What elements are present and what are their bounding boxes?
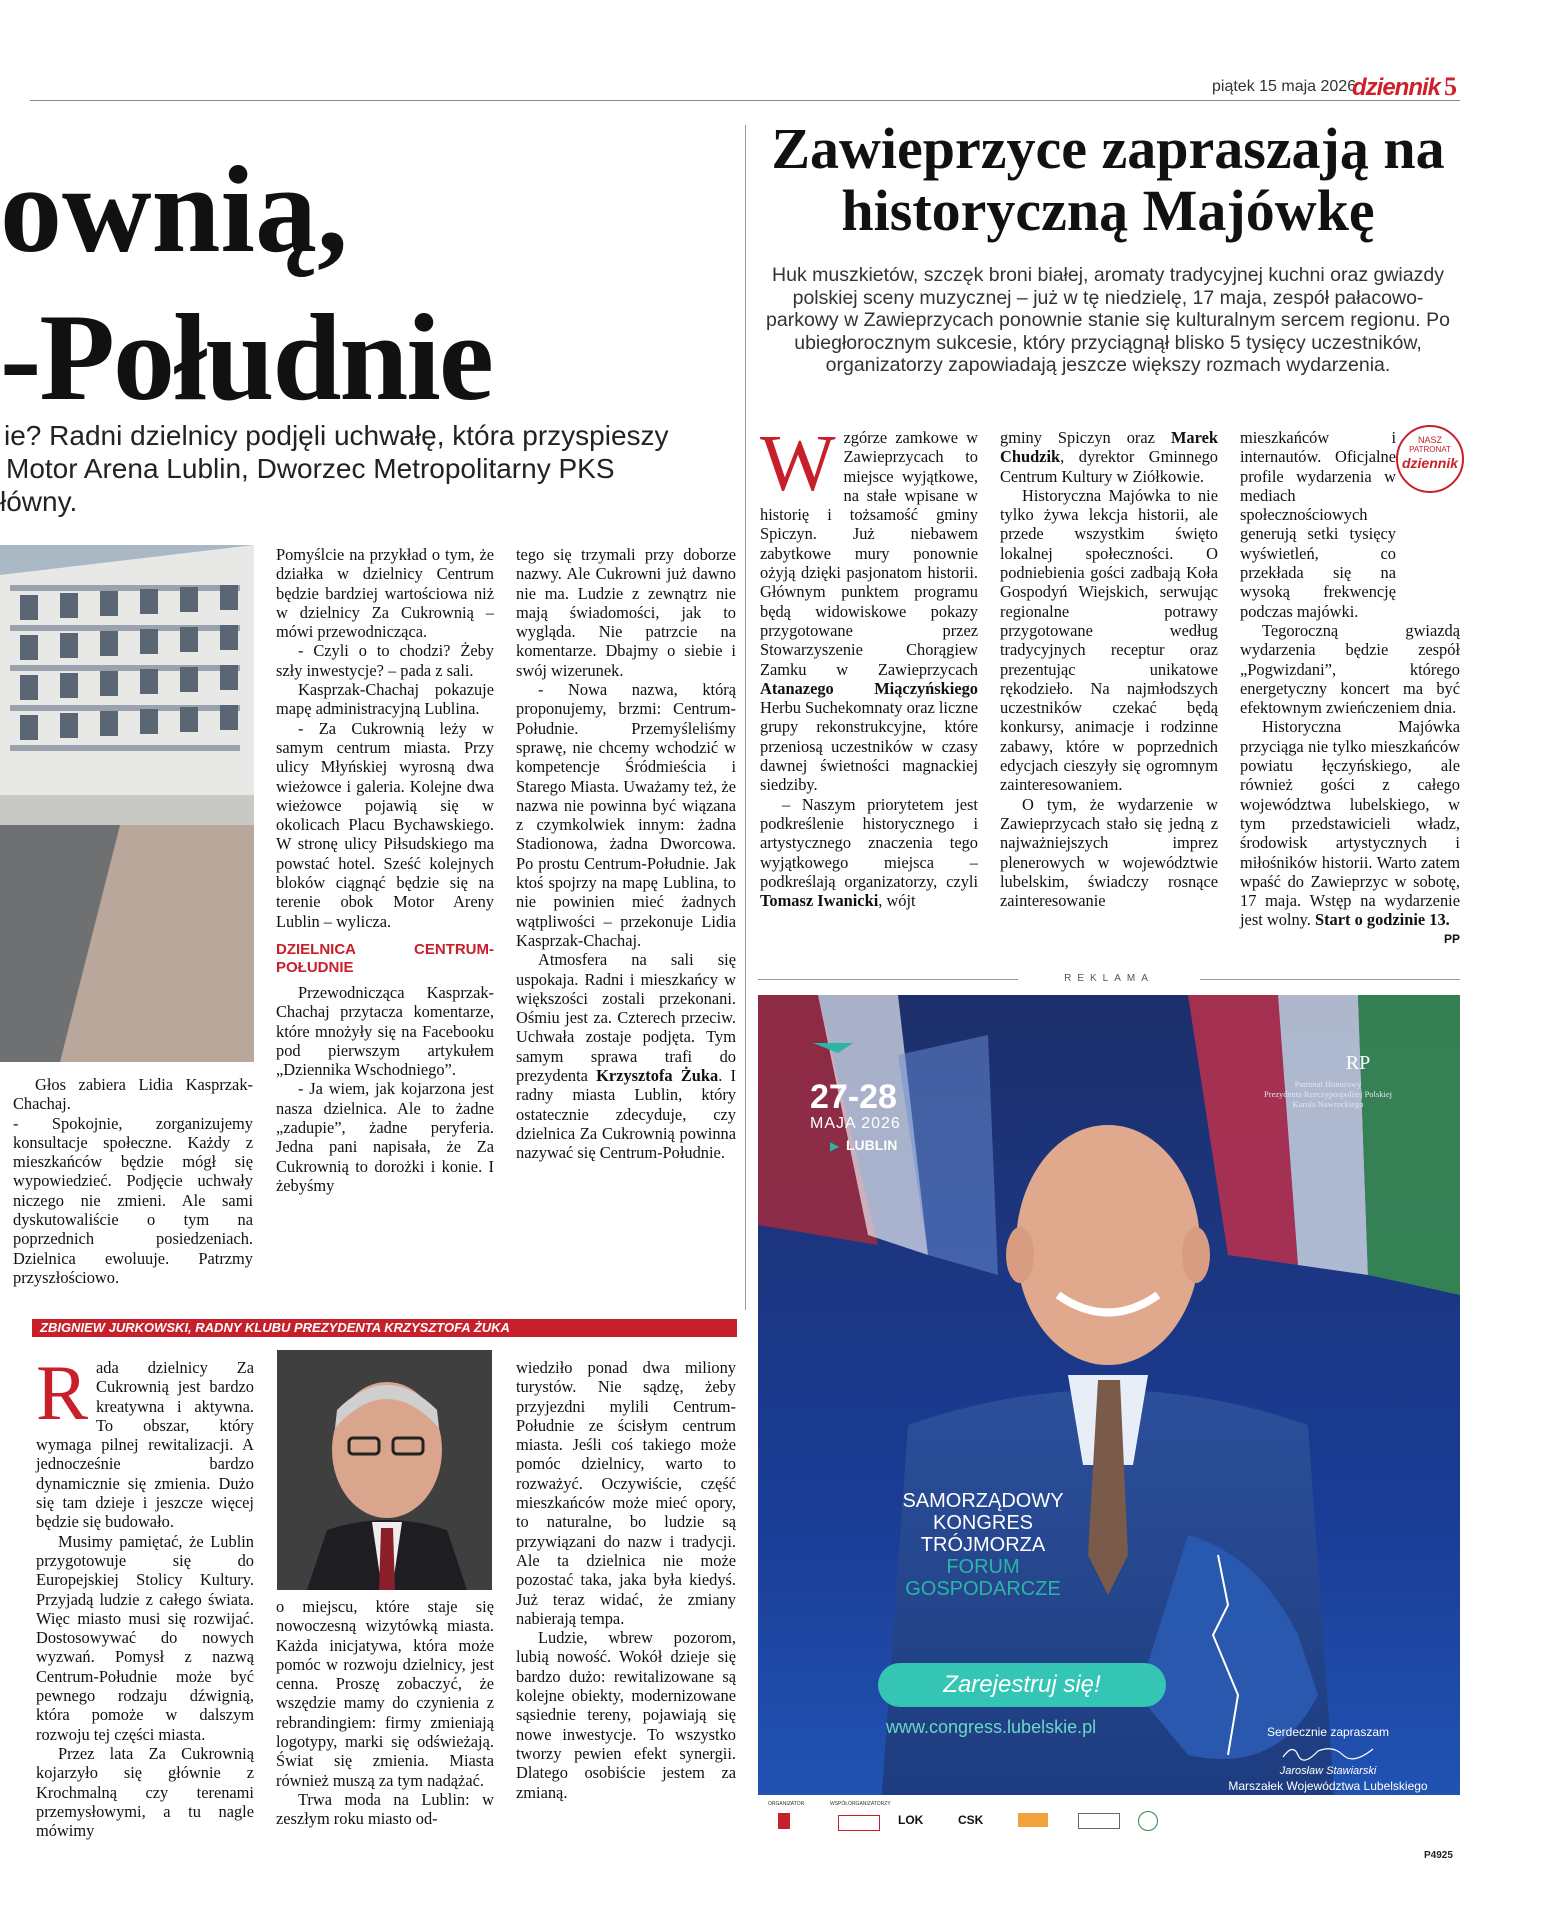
right-article-col3: mieszkańców i internautów. Oficjalne profile wydarzenia w mediach społecznościowych generują setki tysięcy wyświetleń, co przekłada się na wysoką frekwencję podczas majówki. Tegoroczną gwiazdą wydarzenia będzie zespół „Pogwizdani”, którego energetyczny koncert ma być efektownym zwieńczeniem dnia. Historyczna Majówka przyciąga nie tylko mieszkańców powiatu łęczyńskiego, ale również gości z całego województwa lubelskiego, w tym przedstawicieli władz, środowisk artystycznych i miłośników historii. Warto zatem wpaść do Zawieprzyc w sobotę, 17 maja. Wstęp na wydarzenie jest wolny. Start o godzinie 13. PP <box>1240 428 1460 949</box>
left-article-col1 <box>13 1075 253 1287</box>
ad-congress-title: SAMORZĄDOWY KONGRES TRÓJMORZA FORUM GOSPODARCZE <box>902 1490 1064 1600</box>
right-article-col2: gminy Spiczyn oraz Marek Chudzik, dyrektor Gminnego Centrum Kultury w Ziółkowie. Historyczna Majówka to nie tylko żywa lekcja historii, ale przede wszystkim święto lokalnej społeczności. O podniebienia gości zadbają Koła Gospodyń Wiejskich, serwując regionalne potrawy przygotowane według tradycyjnych receptur oraz prezentując unikatowe rękodzieło. Na najmłodszych uczestników czekać będą konkursy, animacje i rodzinne zabawy, które w poprzednich edycjach cieszyły się ogromnym zainteresowaniem. O tym, że wydarzenie w Zawieprzycach stało się jedną z najważniejszych imprez plenerowych w województwie lubelskim, świadczy rosnące zainteresowanie <box>1000 428 1218 911</box>
opinion-byline-bar: ZBIGNIEW JURKOWSKI, RADNY KLUBU PREZYDENTA KRZYSZTOFA ŻUKA <box>32 1319 737 1337</box>
signature-image <box>1278 1743 1378 1761</box>
paragraph: tego się trzymali przy doborze nazwy. Ale Cukrowni już dawno nie ma. Ludzie z zewnątrz nie mają świadomości, jak to wygląda. Nie patrzcie na komentarze. Dbajmy o siebie i swój wizerunek. <box>516 545 736 680</box>
left-article-col2 <box>276 545 494 1195</box>
left-article-col3 <box>516 545 736 1163</box>
drop-cap: W <box>760 420 836 508</box>
filharmonia-logo-icon <box>1078 1813 1120 1829</box>
paragraph: Ludzie, wbrew pozorom, lubią nowość. Wokół dzieje się bardzo dużo: rewitalizowane są kolejne obiekty, modernizowane sąsiednie tereny, pojawiają się nowe inwestycje. To wszystko tworzy pewien efekt synergii. Dlatego osobiście jestem za zmianą. <box>516 1628 736 1802</box>
right-article-col1: Wzgórze zamkowe w Zawieprzycach to miejsce wyjątkowe, na stałe wpisane w historię i tożsamość gminy Spiczyn. Już niebawem zabytkowe mury ponownie ożyją dzięki pasjonatom historii. Głównym punktem programu będą widowiskowe pokazy przygotowane przez Stowarzyszenie Chorągiew Zamku w Zawieprzycach Atanazego Miączyńskiego Herbu Suchekomnaty oraz liczne grupy rekonstrukcyjne, które przeniosą uczestników w czasy dawnej świetności magnackiej siedziby. – Naszym priorytetem jest podkreślenie historycznego i artystycznego znaczenia tego wyjątkowego miejsca – podkreślają organizatorzy, czyli Tomasz Iwanicki, wójt <box>760 420 979 911</box>
csk-logo: CSK <box>958 1813 984 1827</box>
lok-logo: LOK <box>898 1813 924 1827</box>
paragraph: wiedziło ponad dwa miliony turystów. Nie sądzę, żeby przyjezdni mylili Centrum-Południe ze ścisłym centrum miasta. Jeśli coś takiego może pomóc dzielnicy, warto to rozważyć. Oczywiście, część mieszkańców może mieć opory, to naturalne, bo ludzie są przywiązani do nazw i tradycji. Ale ta dzielnica nie może pozostać taka, jaka była kiedyś. Już teraz widać, że zmiany nabierają tempa. <box>516 1358 736 1628</box>
portrait-photo <box>277 1350 492 1590</box>
patronat-badge: NASZ PATRONAT dziennik <box>1396 425 1464 493</box>
paragraph: Przez lata Za Cukrownią kojarzyło się głównie z Krochmalną czy terenami przemysłowymi, a tu nagle mówimy <box>36 1743 254 1841</box>
paragraph: - Za Cukrownią leży w samym centrum miasta. Przy ulicy Młyńskiej wyrosną dwa wieżowce i galeria. Kolejne dwa wieżowce pojawią się w okolicach Placu Bychawskiego. W stronę ulicy Piłsudskiego ma powstać hotel. Sześć kolejnych bloków ciągnąć będzie się na terenie obok Motor Areny Lublin – wylicza. <box>276 718 494 931</box>
paragraph: Pomyślcie na przykład o tym, że działka w dzielnicy Centrum będzie bardziej wartościowa niż w dzielnicy Za Cukrownią – mówi przewodnicząca. <box>276 545 494 642</box>
organizer-label: ORGANIZATOR <box>768 1801 805 1807</box>
paragraph: Atmosfera na sali się uspokaja. Radni i mieszkańcy w większości zostali przekonani. Ośmiu jest za. Czterech przeciw. Uchwała zostaje podjęta. Tym samym sprawa trafi do prezydenta Krzysztofa Żuka. I radny miasta Lublin, który ostatecznie zdecyduje, czy dzielnica Za Cukrownią powinna nazywać się Centrum-Południe. <box>516 950 736 1163</box>
name-bold: Atanazego Miączyńskiego <box>760 678 978 698</box>
ad-code: P4925 <box>1424 1850 1453 1861</box>
paragraph: o miejscu, które staje się nowoczesną wizytówką miasta. Każda inicjatywa, która może pomóc w rozwoju dzielnicy, jest cenna. Proszę zobaczyć, że wszędzie mamy do czynienia z rebrandingiem: firmy zmieniają logotypy, marki się odświeżają. Świat się zmienia. Miasta również muszą za tym nadążać. <box>276 1597 494 1790</box>
play-icon: ▶ <box>830 1139 840 1153</box>
ad-patronat: Patronat Honorowy Prezydenta Rzeczypospolitej Polskiej Karola Nawrockiego <box>1264 1079 1392 1109</box>
paragraph: - Czyli o to chodzi? Żeby szły inwestycje? – pada z sali. <box>276 641 494 680</box>
left-lead-line2: Motor Arena Lublin, Dworzec Metropolitarny PKS <box>6 453 615 484</box>
paragraph: - Ja wiem, jak kojarzona jest nasza dzielnica. Ale to żadne „zadupie”, żadne peryferia. Jedna pani napisała, że Za Cukrownią to dorożki i konie. I żebyśmy <box>276 1079 494 1195</box>
paragraph: Trwa moda na Lublin: w zeszłym roku miasto od- <box>276 1789 494 1829</box>
paragraph: - Nowa nazwa, którą proponujemy, brzmi: Centrum-Południe. Przemyśleliśmy sprawę, nie chcemy wchodzić w kompetencje Śródmieścia i Starego Miasta. Uważamy też, że nazwa nie powinna być wiązana z czymkolwiek innym: żadna Stadionowa, żadna Dworcowa. Po prostu Centrum-Południe. Jak ktoś spojrzy na mapę Lublina, to nie powinien mieć żadnych wątpliwości – przekonuje Lidia Kasprzak-Chachaj. <box>516 680 736 950</box>
paragraph: Głos zabiera Lidia Kasprzak-Chachaj. <box>13 1075 253 1114</box>
ad-signer-title: Marszałek Województwa Lubelskiego <box>1228 1779 1428 1793</box>
paragraph: Kasprzak-Chachaj pokazuje mapę administracyjną Lublina. <box>276 680 494 719</box>
paragraph: mieszkańców i internautów. Oficjalne profile wydarzenia w mediach społecznościowych generują setki tysięcy wyświetleń, co przekłada się na wysoką frekwencję podczas majówki. <box>1240 428 1396 621</box>
building-photo <box>0 545 254 1062</box>
opera-logo-icon <box>1138 1811 1158 1831</box>
left-headline-line1: ownią, <box>0 141 348 278</box>
paragraph: Historyczna Majówka to nie tylko żywa lekcja historii, ale przede wszystkim święto lokalnej społeczności. O podniebienia gości zadbają Koła Gospodyń Wiejskich, serwując regionalne potrawy przygotowane według tradycyjnych receptur oraz prezentując unikatowe rękodzieło. Na najmłodszych uczestników czekać będą konkursy, animacje i rodzinne zabawy, które w poprzednich edycjach cieszyły się ogromnym zainteresowaniem. <box>1000 485 1218 795</box>
ad-month: MAJA 2026 <box>810 1115 901 1132</box>
ad-invite: Serdecznie zapraszam <box>1266 1725 1390 1739</box>
page-number: 5 <box>1444 72 1457 101</box>
ad-url[interactable]: www.congress.lubelskie.pl <box>886 1717 1097 1737</box>
name-bold: Tomasz Iwanicki <box>760 891 879 911</box>
left-lead-line3: łówny. <box>0 486 78 517</box>
irst-logo-icon <box>838 1815 880 1831</box>
author-initials: PP <box>1443 931 1460 946</box>
name-bold: Krzysztofa Żuka <box>596 1066 719 1086</box>
ad-banner[interactable] <box>758 995 1460 1848</box>
dziennik-logo: dziennik <box>1352 74 1441 101</box>
right-headline: Zawieprzyce zapraszają na historyczną Majówkę <box>771 116 1445 243</box>
name-bold: Marek Chudzik <box>1000 428 1218 467</box>
paragraph: Musimy pamiętać, że Lublin przygotowuje się do Europejskiej Stolicy Kultury. Przyjadą ludzie z całego świata. Więc miasto musi się rozwijać. Dostosowywać do nowych wyzwań. Pomysł z nazwą Centrum-Południe może być pewnego rodzaju dźwignią, która pomoże w dalszym rozwoju tej części miasta. <box>36 1531 254 1744</box>
issue-date: piątek 15 maja 2026 <box>1212 78 1357 95</box>
opinion-col1: Rada dzielnicy Za Cukrownią jest bardzo kreatywna i aktywna. To obszar, który wymaga pilnej rewitalizacji. A jednocześnie bardzo dynamicznie się zmienia. Dużo się tam dzieje i jeszcze więcej będzie się budowało. Musimy pamiętać, że Lublin przygotowuje się do Europejskiej Stolicy Kultury. Przyjadą ludzie z całego świata. Więc miasto musi się rozwijać. Dostosowywać do nowych wyzwań. Pomysł z nazwą Centrum-Południe może być pewnego rodzaju dźwignią, która pomoże w dalszym rozwoju tej części miasta. Przez lata Za Cukrownią kojarzyło się głównie z Krochmalną czy terenami przemysłowymi, a tu nagle mówimy <box>36 1349 254 1841</box>
name-bold: Start o godzinie 13. <box>1314 910 1450 930</box>
opinion-col2 <box>276 1597 494 1829</box>
ad-label: REKLAMA <box>758 972 1460 986</box>
opinion-col3 <box>516 1358 736 1802</box>
right-lead: Huk muszkietów, szczęk broni białej, aromaty tradycyjnej kuchni oraz gwiazdy polskiej sceny muzycznej – już w tę niedzielę, 17 maja, zespół pałacowo-parkowy w Zawieprzycach ponownie stanie się kulturalnym sercem regionu. Po ubiegłorocznym sukcesie, który przyciągnął blisko 5 tysięcy uczestników, organizatorzy zapowiadają jeszcze większy rozmach wydarzenia. <box>766 264 1450 376</box>
ad-dates: 27-28 <box>810 1078 897 1116</box>
paragraph: Tegoroczną gwiazdą wydarzenia będzie zespół „Pogwizdani”, którego energetyczny koncert ma być efektownym zwieńczeniem dnia. <box>1240 620 1460 718</box>
paragraph: Przewodnicząca Kasprzak-Chachaj przytacza komentarze, które mnożyły się na Facebooku pod pierwszym artykułem „Dziennika Wschodniego”. <box>276 982 494 1080</box>
subheading: DZIELNICA CENTRUM-POŁUDNIE <box>276 940 494 976</box>
copartner-label: WSPÓŁORGANIZATORZY <box>830 1801 891 1807</box>
drop-cap: R <box>36 1349 89 1436</box>
ad-sponsor-strip <box>758 1795 1460 1848</box>
rp-emblem: RP <box>1345 1052 1371 1074</box>
top-rule <box>30 100 1460 101</box>
partner-logo-icon <box>1018 1813 1048 1827</box>
ad-city: LUBLIN <box>846 1137 898 1153</box>
left-headline-line2: -Południe <box>0 289 492 426</box>
ad-signer: Jarosław Stawiarski <box>1279 1765 1377 1777</box>
paragraph: O tym, że wydarzenie w Zawieprzycach stało się jedną z najważniejszych imprez plenerowych w województwie lubelskim, świadczy rosnące zainteresowanie <box>1000 794 1218 911</box>
register-button[interactable]: Zarejestruj się! <box>878 1663 1166 1707</box>
column-divider <box>745 125 746 1310</box>
left-lead-line1: ie? Radni dzielnicy podjęli uchwałę, która przyspieszy <box>4 420 669 451</box>
lubelskie-crest-icon <box>778 1813 790 1829</box>
paragraph: - Spokojnie, zorganizujemy konsultacje społeczne. Każdy z mieszkańców będzie mógł się wypowiedzieć. Podjęcie uchwały niczego nie zmieni. Ale sami dyskutowaliście o tym na poprzednich posiedzeniach. Dzielnica ewoluuje. Patrzmy przyszłościowo. <box>13 1113 253 1287</box>
